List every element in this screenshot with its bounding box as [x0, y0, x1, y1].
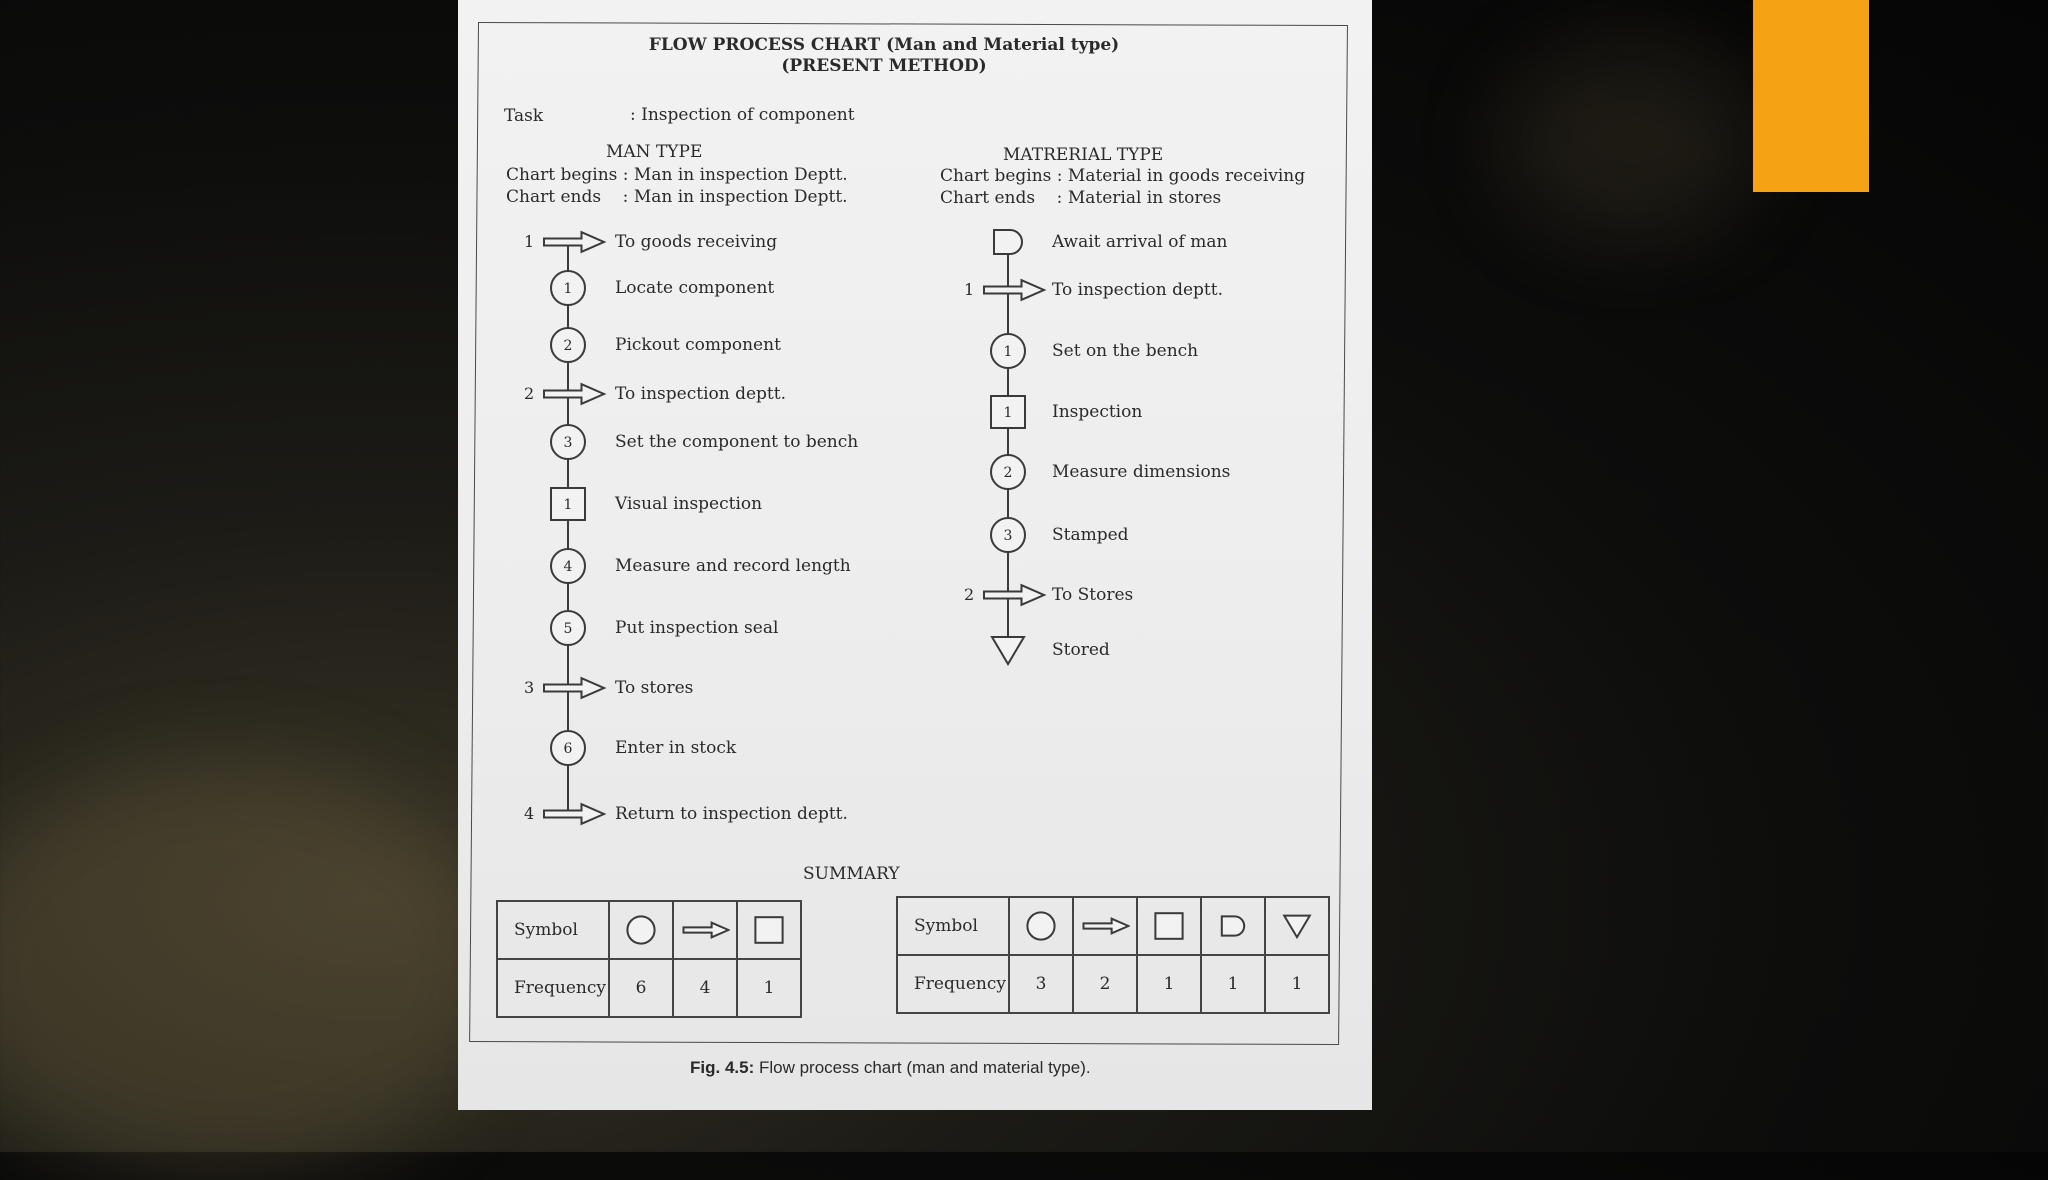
material-summary-table [896, 896, 1330, 1014]
inspection-icon [744, 910, 794, 950]
material-step-label: To Stores [1052, 585, 1134, 605]
man-summary-symbol-2 [673, 901, 737, 959]
material-operation-icon [991, 455, 1025, 489]
material-transport-icon [984, 280, 1044, 300]
svg-text:3: 3 [1003, 528, 1013, 544]
material-step-6 [991, 518, 1129, 552]
svg-text:1: 1 [563, 497, 573, 513]
man-summary-frequency-label: Frequency [497, 959, 609, 1017]
svg-text:6: 6 [563, 741, 573, 757]
document-page [458, 0, 1372, 1110]
material-delay-icon [994, 230, 1022, 254]
figure-number: Fig. 4.5: [690, 1058, 755, 1077]
material-summary-symbol-2 [1073, 897, 1137, 955]
man-step-label: Enter in stock [615, 738, 737, 758]
man-chart-ends: Chart ends : Man in inspection Deptt. [506, 187, 848, 207]
figure-caption [690, 1058, 1091, 1078]
man-transport-number: 3 [524, 678, 535, 697]
material-transport-icon [984, 585, 1044, 605]
task-label: Task [504, 106, 544, 126]
summary-heading: SUMMARY [803, 864, 900, 884]
material-summary-frequency-label: Frequency [897, 955, 1009, 1013]
material-flow-chart [458, 0, 1372, 860]
material-step-3 [991, 334, 1198, 368]
storage-icon [1272, 906, 1322, 946]
material-step-label: Inspection [1052, 402, 1143, 422]
man-summary-symbol-label: Symbol [497, 901, 609, 959]
operation-icon [616, 910, 666, 950]
material-summary-frequency-row [897, 955, 1329, 1013]
material-storage-icon [992, 637, 1024, 664]
material-summary-symbol-1 [1009, 897, 1073, 955]
material-step-label: To inspection deptt. [1052, 280, 1223, 300]
orange-accent-block [1753, 0, 1869, 192]
svg-text:5: 5 [563, 621, 573, 637]
man-summary-frequency-row [497, 959, 801, 1017]
man-step-label: Measure and record length [615, 556, 851, 576]
operation-icon [1016, 906, 1066, 946]
svg-text:1: 1 [563, 281, 573, 297]
material-chart-ends: Chart ends : Material in stores [940, 188, 1222, 208]
task-value: : Inspection of component [630, 105, 855, 125]
material-operation-icon [991, 334, 1025, 368]
material-operation-icon [991, 518, 1025, 552]
material-summary-symbol-3 [1137, 897, 1201, 955]
figure-caption-text: Flow process chart (man and material type). [758, 1058, 1091, 1077]
svg-text:3: 3 [563, 435, 573, 451]
material-summary-symbol-5 [1265, 897, 1329, 955]
material-summary-symbol-4 [1201, 897, 1265, 955]
material-summary-frequency-4: 1 [1201, 955, 1265, 1013]
man-step-label: Locate component [615, 278, 775, 298]
material-inspection-icon [991, 396, 1025, 428]
man-step-label: Return to inspection deptt. [615, 804, 848, 824]
man-step-label: Set the component to bench [615, 432, 859, 452]
svg-text:4: 4 [563, 559, 573, 575]
chart-subtitle: (PRESENT METHOD) [781, 56, 987, 76]
svg-text:1: 1 [1003, 405, 1013, 421]
man-step-label: Visual inspection [615, 494, 763, 514]
material-step-label: Stored [1052, 640, 1110, 660]
svg-text:2: 2 [563, 338, 573, 354]
svg-text:1: 1 [1003, 344, 1013, 360]
man-transport-number: 1 [524, 232, 535, 251]
man-summary-frequency-3: 1 [737, 959, 801, 1017]
man-step-label: To inspection deptt. [615, 384, 786, 404]
material-step-7 [964, 585, 1133, 605]
material-step-label: Measure dimensions [1052, 462, 1231, 482]
material-summary-symbol-label: Symbol [897, 897, 1009, 955]
material-transport-number: 2 [964, 585, 975, 604]
material-step-2 [964, 280, 1223, 300]
chart-title: FLOW PROCESS CHART (Man and Material type) [648, 35, 1120, 55]
man-summary-frequency-1: 6 [609, 959, 673, 1017]
man-summary-symbol-3 [737, 901, 801, 959]
man-step-label: To stores [615, 678, 694, 698]
background-glow-right [1500, 40, 1760, 240]
man-chart-begins: Chart begins : Man in inspection Deptt. [506, 165, 848, 185]
material-type-heading: MATRERIAL TYPE [1003, 145, 1164, 165]
material-summary-frequency-2: 2 [1073, 955, 1137, 1013]
material-summary-symbol-row [897, 897, 1329, 955]
material-step-5 [991, 455, 1230, 489]
man-summary-symbol-row [497, 901, 801, 959]
man-type-heading: MAN TYPE [606, 142, 703, 162]
material-step-4 [991, 396, 1142, 428]
transport-icon [680, 910, 730, 950]
material-summary-frequency-1: 3 [1009, 955, 1073, 1013]
material-summary-frequency-3: 1 [1137, 955, 1201, 1013]
delay-icon [1208, 906, 1258, 946]
man-summary-table [496, 900, 802, 1018]
man-transport-number: 2 [524, 384, 535, 403]
inspection-icon [1144, 906, 1194, 946]
material-step-8 [992, 637, 1110, 664]
man-summary-frequency-2: 4 [673, 959, 737, 1017]
man-step-label: To goods receiving [615, 232, 778, 252]
svg-text:2: 2 [1003, 465, 1013, 481]
material-chart-begins: Chart begins : Material in goods receiving [940, 166, 1306, 186]
man-step-label: Put inspection seal [615, 618, 779, 638]
material-summary-frequency-5: 1 [1265, 955, 1329, 1013]
material-step-label: Stamped [1052, 525, 1129, 545]
material-step-label: Set on the bench [1052, 341, 1199, 361]
material-step-1 [994, 230, 1227, 254]
man-transport-number: 4 [524, 804, 535, 823]
man-step-label: Pickout component [615, 335, 781, 355]
background-glow-left [0, 760, 500, 1180]
material-transport-number: 1 [964, 280, 975, 299]
man-summary-symbol-1 [609, 901, 673, 959]
material-step-label: Await arrival of man [1052, 232, 1228, 252]
transport-icon [1080, 906, 1130, 946]
